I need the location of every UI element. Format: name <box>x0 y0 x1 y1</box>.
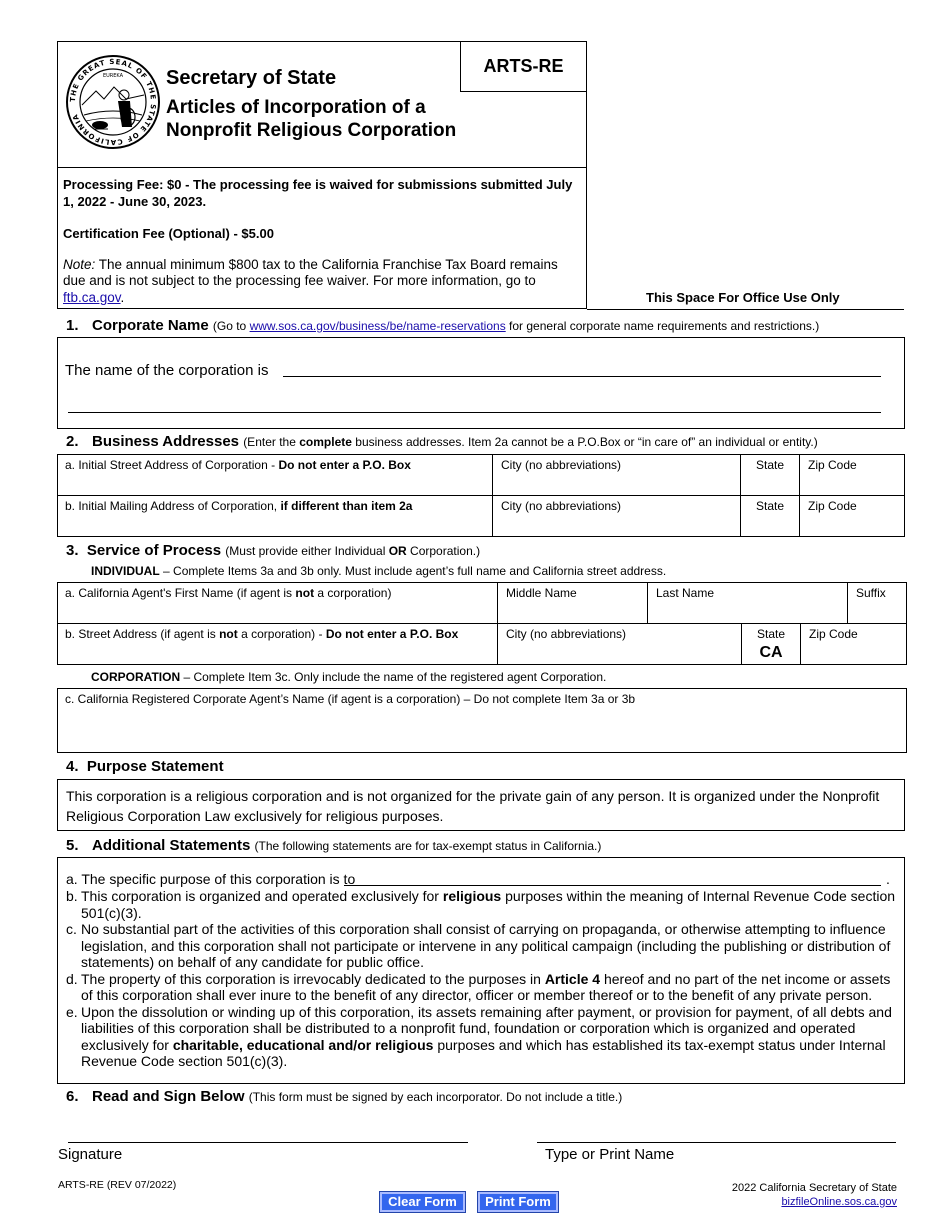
purpose-statement-text: This corporation is a religious corporation and is not organized for the private gain of any person. It is organized under the Nonprofit Religious Corporation Law exclusively for religious purposes. <box>66 788 880 824</box>
print-name-label: Type or Print Name <box>545 1146 675 1163</box>
address-2a-city[interactable]: City (no abbreviations) <box>492 454 740 495</box>
certification-fee: Certification Fee (Optional) - $5.00 <box>63 226 274 241</box>
corporate-agent-label: c. California Registered Corporate Agent’s Name (if agent is a corporation) – Do not complete Item 3a or 3b <box>65 692 636 706</box>
print-name-line[interactable] <box>537 1142 896 1143</box>
agent-state[interactable]: State CA <box>741 623 800 665</box>
header-org: Secretary of State <box>166 67 337 89</box>
address-2b-label[interactable]: b. Initial Mailing Address of Corporation, if different than item 2a <box>65 499 413 513</box>
agent-state-value: CA <box>759 644 783 661</box>
statement-a: a. The specific purpose of this corporation is to <box>66 871 356 887</box>
corporate-name-input-line2[interactable] <box>68 412 881 413</box>
agent-first-name-label[interactable]: a. California Agent's First Name (if agent is not a corporation) <box>65 586 392 600</box>
form-code: ARTS-RE <box>483 56 564 76</box>
agent-suffix[interactable]: Suffix <box>847 582 907 623</box>
processing-fee: Processing Fee: $0 - The processing fee is waived for submissions submitted July 1, 2022 - June 30, 2023. <box>63 177 573 209</box>
ftb-link[interactable]: ftb.ca.gov <box>63 289 121 305</box>
section-3-heading: 3. Service of Process (Must provide either Individual OR Corporation.) <box>66 542 481 559</box>
header-title-line1: Articles of Incorporation of a <box>166 97 426 118</box>
seal-motto: EUREKA <box>102 73 124 79</box>
signature-label: Signature <box>58 1146 123 1163</box>
section-5-heading: 5. Additional Statements (The following statements are for tax-exempt status in California.) <box>66 837 602 854</box>
individual-instruction: INDIVIDUAL – Complete Items 3a and 3b only. Must include agent’s full name and California street address. <box>91 564 667 578</box>
corporate-name-box <box>57 337 905 429</box>
agent-last-name[interactable]: Last Name <box>647 582 847 623</box>
address-2a-state[interactable]: State <box>740 454 799 495</box>
statement-c: c. No substantial part of the activities of this corporation shall consist of carrying on propaganda, or otherwise attempting to influence legislation, and this corporation shall not participate or intervene in any political campaign (including the publishing or distribution of statements) on behalf of any candidate for public office. <box>66 921 891 970</box>
print-form-button[interactable]: Print Form <box>478 1192 558 1212</box>
bizfile-link[interactable]: bizfileOnline.sos.ca.gov <box>781 1196 897 1208</box>
section-2-heading: 2. Business Addresses (Enter the complete business addresses. Item 2a cannot be a P.O.Box or “in care of” an individual or entity.) <box>66 433 818 450</box>
statement-d: d. The property of this corporation is irrevocably dedicated to the purposes in Article 4 hereof and no part of the net income or assets of this corporation shall ever inure to the benefit of any director, officer or member thereof or to the benefit of any private person. <box>66 970 891 1003</box>
form-revision: ARTS-RE (REV 07/2022) <box>58 1179 177 1191</box>
statement-b: b. This corporation is organized and operated exclusively for religious purposes within the meaning of Internal Revenue Code section 501(c)(3). <box>66 888 896 921</box>
corporate-name-prompt: The name of the corporation is <box>65 362 269 379</box>
address-2b-state[interactable]: State <box>740 495 799 537</box>
corporate-name-input-line1[interactable] <box>283 376 881 377</box>
address-2b-city[interactable]: City (no abbreviations) <box>492 495 740 537</box>
header-divider <box>57 167 587 168</box>
agent-zip[interactable]: Zip Code <box>800 623 907 665</box>
section-4-heading: 4. Purpose Statement <box>66 758 224 775</box>
name-reservations-link[interactable]: www.sos.ca.gov/business/be/name-reservations <box>249 319 506 333</box>
office-use-label: This Space For Office Use Only <box>646 290 840 305</box>
state-seal-icon <box>66 55 160 149</box>
clear-form-button[interactable]: Clear Form <box>380 1192 465 1212</box>
section-1-heading: 1. Corporate Name (Go to www.sos.ca.gov/business/be/name-reservations for general corporate name requirements and restrictions.) <box>66 317 820 334</box>
address-2a-label[interactable]: a. Initial Street Address of Corporation - Do not enter a P.O. Box <box>65 458 411 472</box>
corporation-instruction: CORPORATION – Complete Item 3c. Only include the name of the registered agent Corporation. <box>91 670 607 684</box>
agent-city[interactable]: City (no abbreviations) <box>497 623 741 665</box>
signature-line[interactable] <box>68 1142 468 1143</box>
statement-list <box>66 888 898 1070</box>
header-title-line2: Nonprofit Religious Corporation <box>166 120 457 141</box>
agent-middle-name[interactable]: Middle Name <box>497 582 647 623</box>
address-2b-zip[interactable]: Zip Code <box>799 495 905 537</box>
note-text: The annual minimum $800 tax to the California Franchise Tax Board remains due and is not subject to the processing fee waiver. For more information, go to <box>63 257 558 289</box>
section-6-heading: 6. Read and Sign Below (This form must be signed by each incorporator. Do not include a title.) <box>66 1088 623 1105</box>
agent-street-label[interactable]: b. Street Address (if agent is not a corporation) - Do not enter a P.O. Box <box>65 627 459 641</box>
address-2a-zip[interactable]: Zip Code <box>799 454 905 495</box>
seal-text: THE GREAT SEAL OF THE STATE OF CALIFORNIA <box>68 57 158 147</box>
specific-purpose-input-line[interactable] <box>344 885 881 886</box>
copyright: 2022 California Secretary of State <box>731 1182 897 1194</box>
office-use-line <box>587 309 904 310</box>
fee-note: Note: The annual minimum $800 tax to the California Franchise Tax Board remains due and is not subject to the processing fee waiver. For more information, go to ftb.ca.gov. <box>63 257 558 305</box>
statement-e: e. Upon the dissolution or winding up of this corporation, its assets remaining after payment, or provision for payment, of all debts and liabilities of this corporation shall be distributed to a nonprofit fund, foundation or corporation which is organized and operated exclusively for charitable, educational and/or religious purposes and which has established its tax-exempt status under Internal Revenue Code section 501(c)(3). <box>66 1003 892 1069</box>
note-label: Note: <box>63 257 96 272</box>
